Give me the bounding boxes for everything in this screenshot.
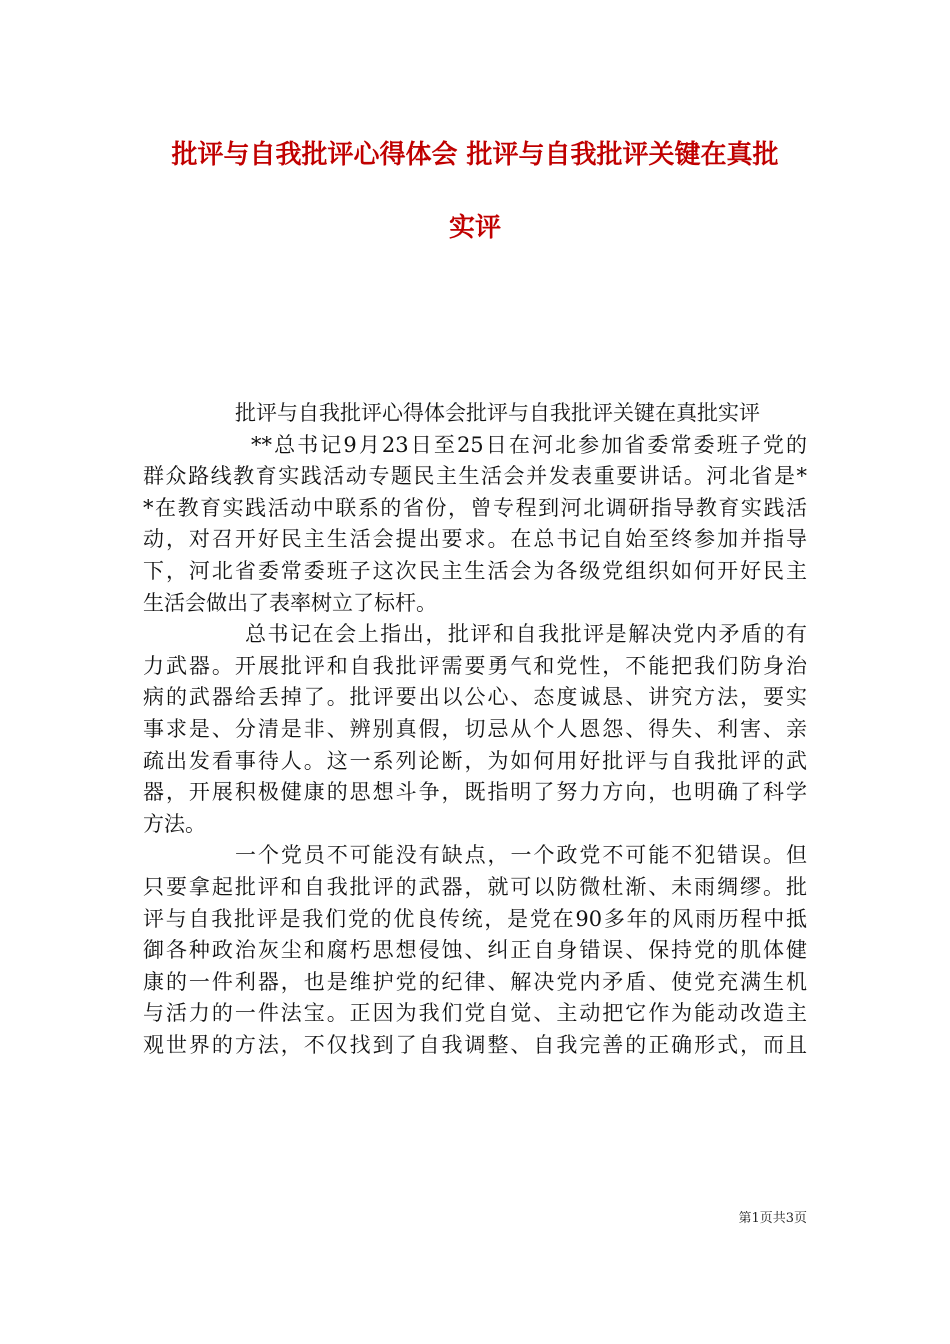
paragraph-line: 康的一件利器，也是维护党的纪律、解决党内矛盾、使党充满生机 xyxy=(143,969,807,994)
page-number-footer: 第1页共3页 xyxy=(738,1211,807,1226)
paragraph-2 xyxy=(143,619,807,840)
paragraph-line: 力武器。开展批评和自我批评需要勇气和党性，不能把我们防身治 xyxy=(143,653,807,678)
paragraph-line: 下，河北省委常委班子这次民主生活会为各级党组织如何开好民主 xyxy=(143,558,807,583)
paragraph-line: 器，开展积极健康的思想斗争，既指明了努力方向，也明确了科学 xyxy=(143,780,807,805)
paragraph-line: 只要拿起批评和自我批评的武器，就可以防微杜渐、未雨绸缪。批 xyxy=(143,874,807,899)
paragraph-line: 群众路线教育实践活动专题民主生活会并发表重要讲话。河北省是* xyxy=(143,464,807,489)
paragraph-line: 生活会做出了表率树立了标杆。 xyxy=(143,590,437,615)
document-title-line-1: 批评与自我批评心得体会 批评与自我批评关键在真批 xyxy=(171,140,779,170)
document-title-line-2: 实评 xyxy=(448,213,501,243)
paragraph-line: 与活力的一件法宝。正因为我们党自觉、主动把它作为能动改造主 xyxy=(143,1001,807,1026)
paragraph-line: *在教育实践活动中联系的省份，曾专程到河北调研指导教育实践活 xyxy=(143,495,807,520)
paragraph-line: 疏出发看事待人。这一系列论断，为如何用好批评与自我批评的武 xyxy=(143,748,807,773)
paragraph-line: **总书记9月23日至25日在河北参加省委常委班子党的 xyxy=(251,432,807,457)
paragraph-line: 御各种政治灰尘和腐朽思想侵蚀、纠正自身错误、保持党的肌体健 xyxy=(143,938,807,963)
document-body xyxy=(143,398,807,1061)
paragraph-1 xyxy=(143,430,807,620)
paragraph-line: 一个党员不可能没有缺点，一个政党不可能不犯错误。但 xyxy=(235,843,807,868)
paragraph-line: 总书记在会上指出，批评和自我批评是解决党内矛盾的有 xyxy=(245,622,807,647)
paragraph-line: 病的武器给丢掉了。批评要出以公心、态度诚恳、讲究方法，要实 xyxy=(143,685,807,710)
document-subtitle: 批评与自我批评心得体会批评与自我批评关键在真批实评 xyxy=(235,401,760,425)
paragraph-3 xyxy=(143,840,807,1061)
paragraph-line: 事求是、分清是非、辨别真假，切忌从个人恩怨、得失、利害、亲 xyxy=(143,716,807,741)
paragraph-line: 动，对召开好民主生活会提出要求。在总书记自始至终参加并指导 xyxy=(143,527,807,552)
paragraph-line: 观世界的方法，不仅找到了自我调整、自我完善的正确形式，而且 xyxy=(143,1032,807,1057)
paragraph-line: 评与自我批评是我们党的优良传统，是党在90多年的风雨历程中抵 xyxy=(143,906,807,931)
paragraph-line: 方法。 xyxy=(143,811,206,836)
